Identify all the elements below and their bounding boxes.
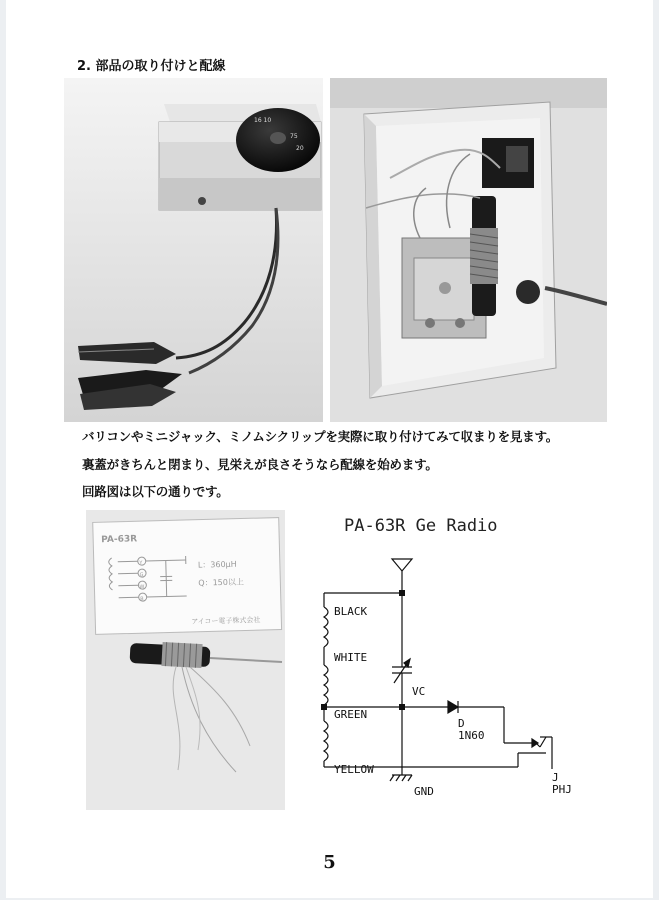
section-heading: 2. 部品の取り付けと配線 [77, 59, 226, 74]
body-paragraph-3: 回路図は以下の通りです。 [82, 484, 229, 499]
label-yellow: YELLOW [334, 763, 374, 776]
terminal-g: G [139, 572, 144, 579]
label-vc: VC [412, 685, 426, 698]
page-number: 5 [323, 852, 336, 873]
coil-spec-q: Q：150以上 [198, 577, 245, 588]
dial-mark-2: 75 [290, 133, 298, 140]
label-diode-part: 1N60 [458, 729, 485, 742]
label-diode-ref: D [458, 717, 465, 730]
body-paragraph-2: 裏蓋がきちんと閉まり、見栄えが良さそうなら配線を始めます。 [82, 457, 438, 472]
coil-maker: アイコー電子株式会社 [191, 616, 261, 626]
dial-mark-3: 20 [296, 145, 304, 152]
coil-spec-l: L：360μH [197, 559, 237, 570]
photo-assembled-radio [64, 78, 323, 422]
label-jack-ref: J [552, 771, 559, 784]
label-gnd: GND [414, 785, 434, 798]
label-white: WHITE [334, 651, 368, 664]
circuit-schematic [300, 505, 620, 805]
label-black: BLACK [334, 605, 368, 618]
terminal-w: W [139, 584, 145, 591]
schematic-title: PA-63R Ge Radio [344, 516, 498, 536]
dial-mark-1: 16 10 [254, 117, 272, 124]
label-green: GREEN [334, 708, 368, 721]
coil-card-model: PA-63R [101, 534, 138, 546]
body-paragraph-1: バリコンやミニジャック、ミノムシクリップを実際に取り付けてみて収まりを見ます。 [82, 429, 559, 444]
photo-box-interior [330, 78, 607, 422]
terminal-b: B [140, 596, 144, 603]
terminal-y: Y [139, 560, 143, 567]
label-jack-part: PHJ [552, 783, 572, 796]
photo-coil-with-card [86, 510, 285, 810]
